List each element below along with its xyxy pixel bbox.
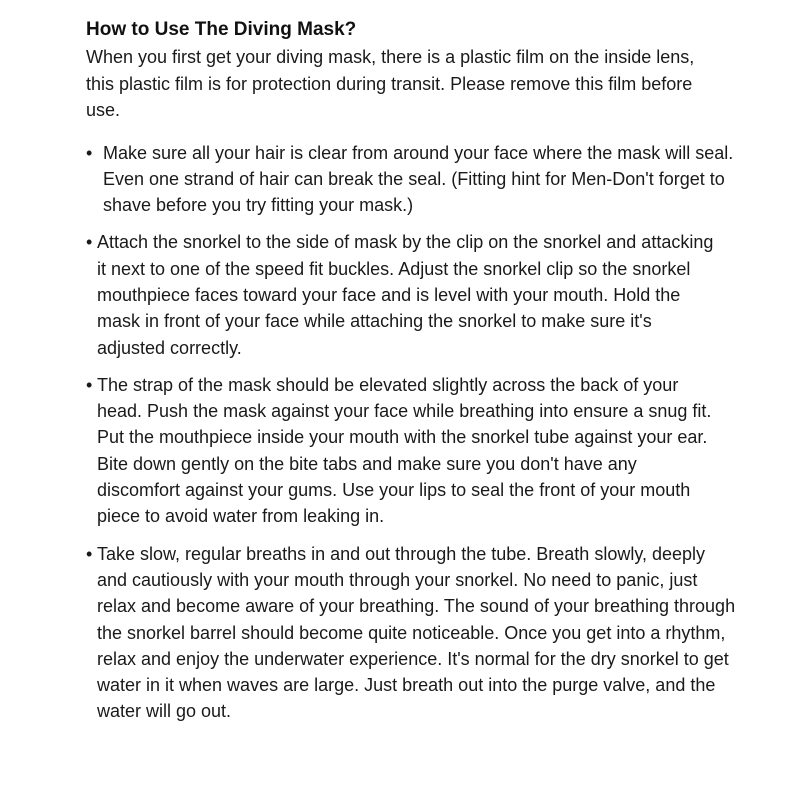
instruction-document: [86, 16, 786, 725]
bullet-icon: •: [86, 142, 93, 163]
list-item: [86, 140, 743, 219]
list-item-text: Attach the snorkel to the side of mask by the clip on the snorkel and attacking it next to one of the speed fit buckles. Adjust the snorkel clip so the snorkel mouthpiece faces toward your face and is level with your mouth. Hold the mask in front of your face while attaching the snorkel to make sure it's adjusted correctly.: [97, 232, 714, 358]
list-item: [86, 541, 737, 725]
list-item-text: The strap of the mask should be elevated slightly across the back of your head. Push the mask against your face while breathing into ensure a snug fit. Put the mouthpiece inside your mouth with the snorkel tube against your ear. Bite down gently on the bite tabs and make sure you don't have any discomfort against your gums. Use your lips to seal the front of your mouth piece to avoid water from leaking in.: [97, 374, 712, 527]
page-title: How to Use The Diving Mask?: [86, 19, 357, 40]
intro-paragraph: When you first get your diving mask, there is a plastic film on the inside lens, this plastic film is for protection during transit. Please remove this film before use.: [86, 47, 695, 120]
bullet-icon: •: [86, 543, 93, 564]
list-item-text: Make sure all your hair is clear from around your face where the mask will seal. Even one strand of hair can break the seal. (Fitting hint for Men-Don't forget to shave before you try fitting your mask.): [103, 142, 734, 216]
list-item: [86, 229, 717, 360]
bullet-icon: •: [86, 232, 93, 253]
list-item-text: Take slow, regular breaths in and out through the tube. Breath slowly, deeply and cautiously with your mouth through your snorkel. No need to panic, just relax and become aware of your breathing. The sound of your breathing through the snorkel barrel should become quite noticeable. Once you get into a rhythm, relax and enjoy the underwater experience. It's normal for the dry snorkel to get water in it when waves are large. Just breath out into the purge valve, and the water will go out.: [97, 543, 736, 722]
instruction-list: [86, 140, 786, 725]
list-item: [86, 372, 717, 530]
bullet-icon: •: [86, 374, 93, 395]
